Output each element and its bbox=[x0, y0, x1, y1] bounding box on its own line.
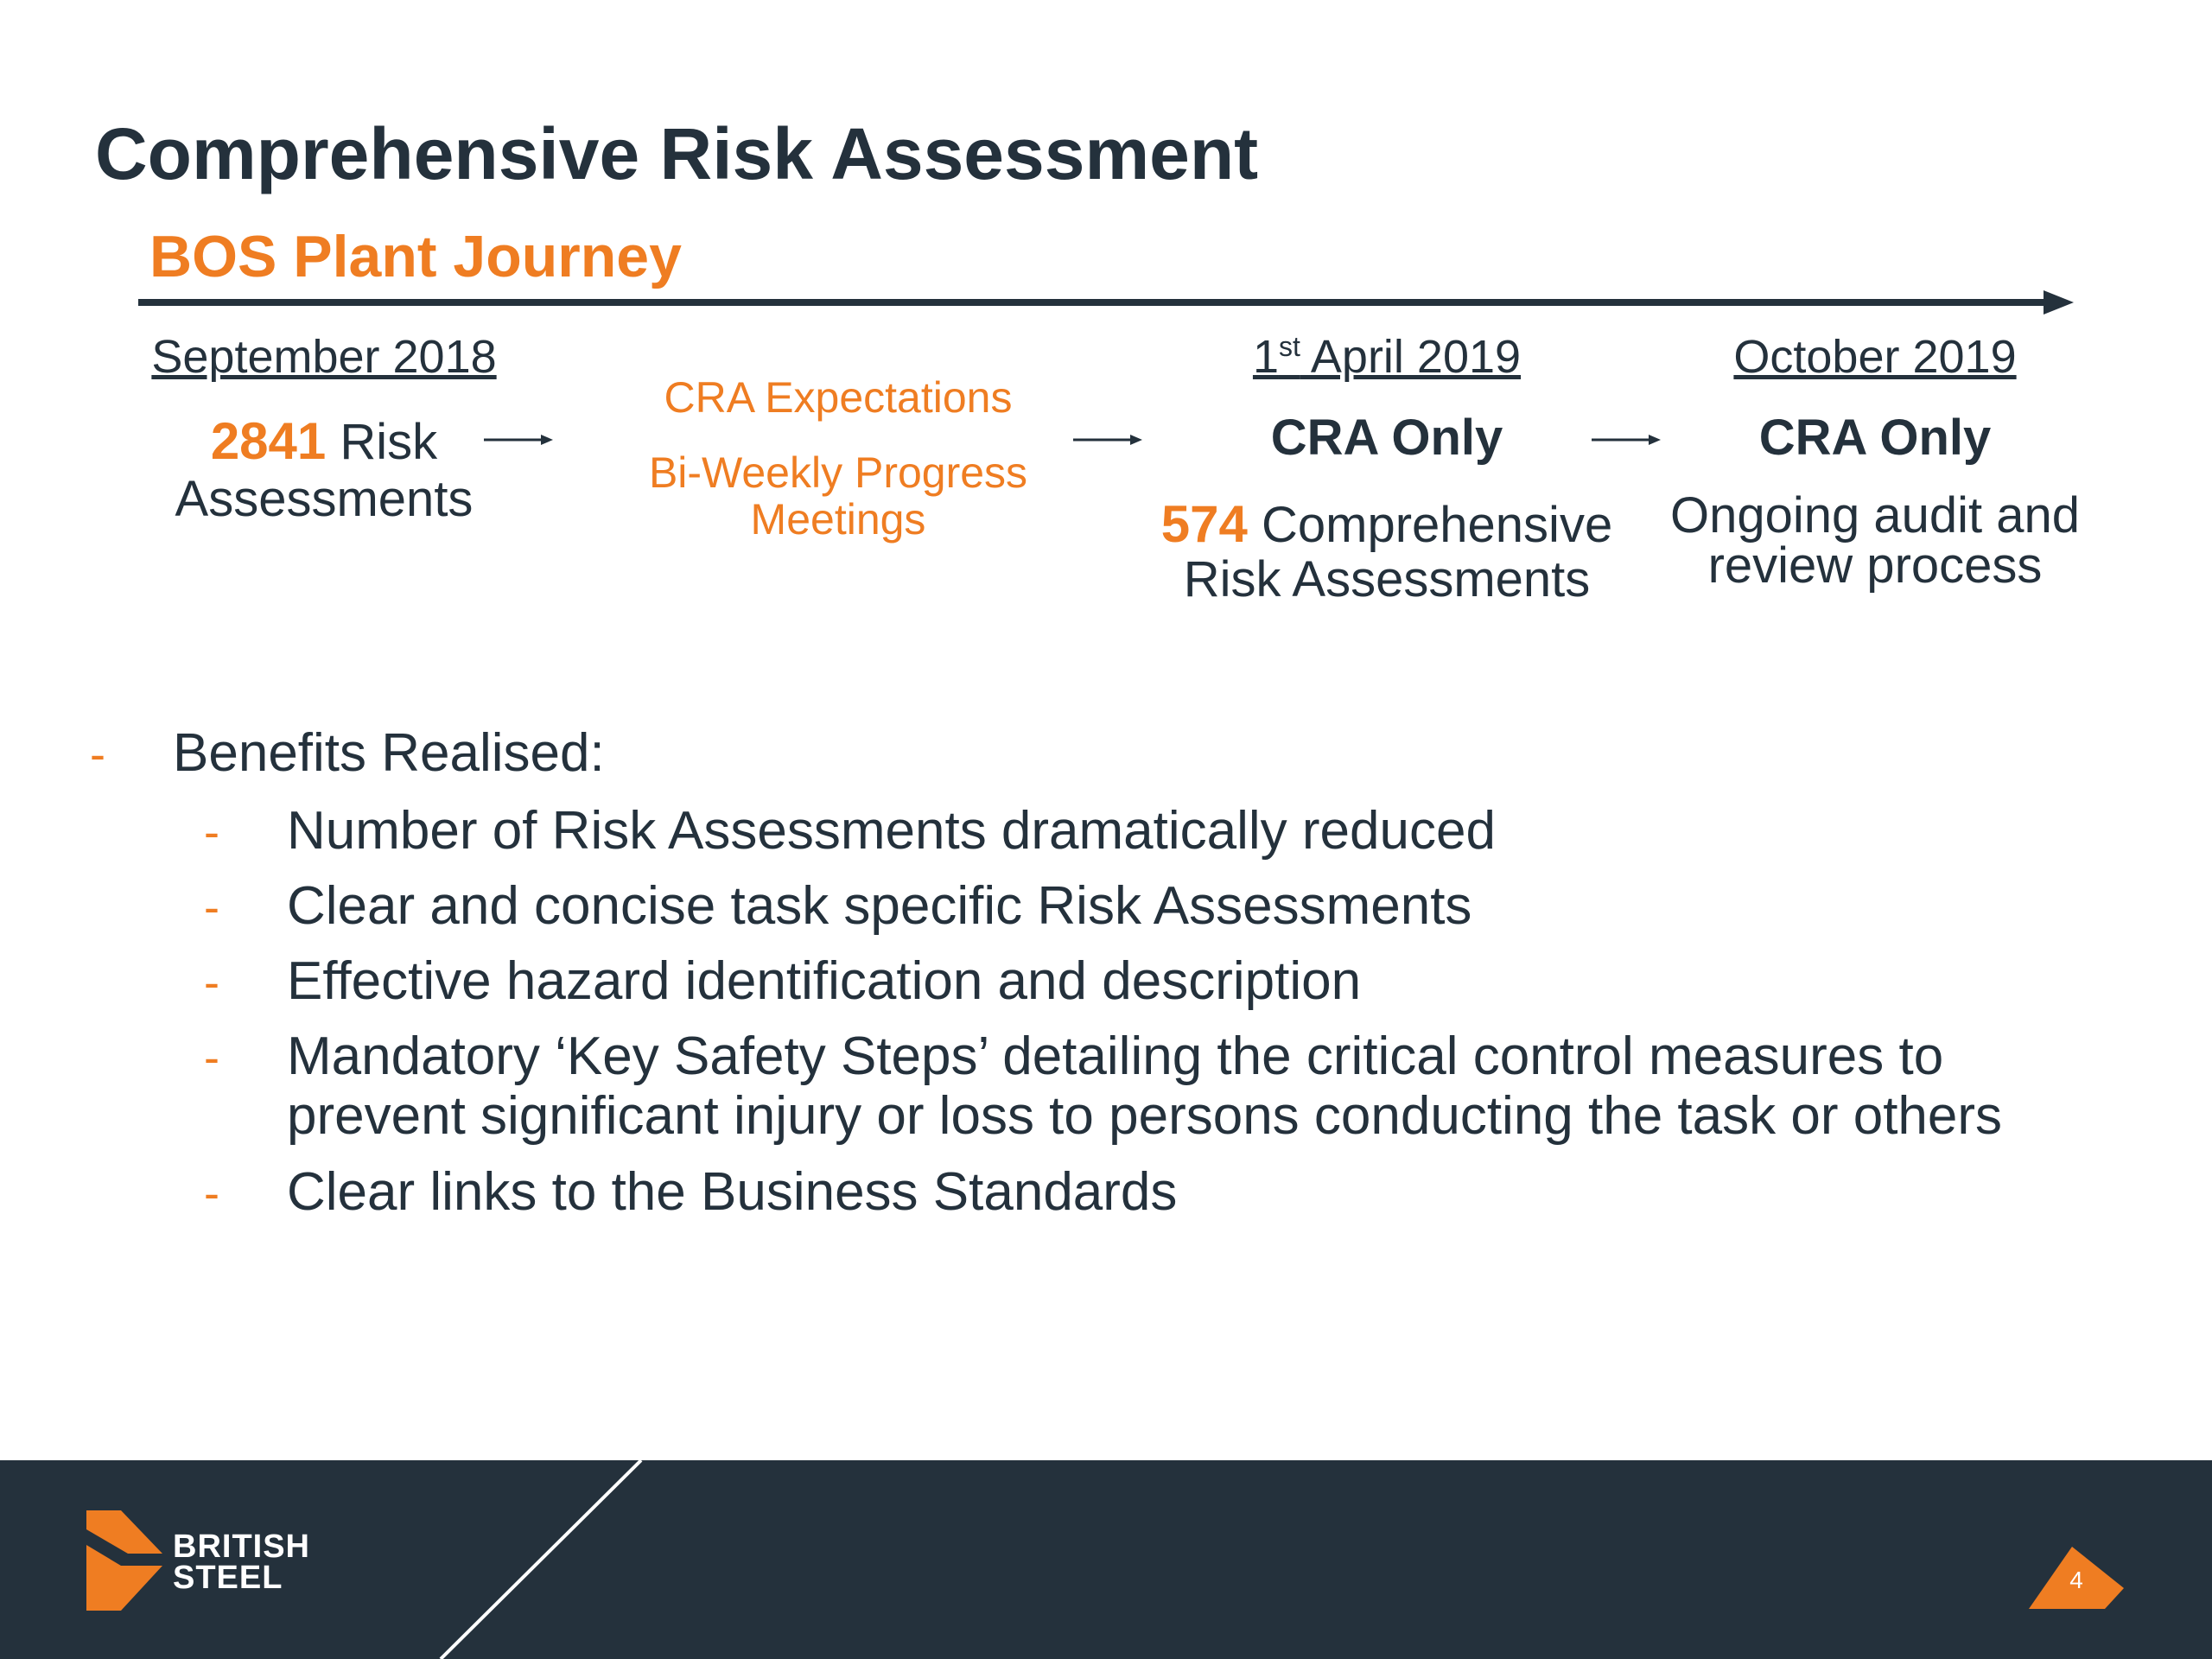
risk-count-line: 2841 Risk bbox=[210, 412, 438, 470]
date-october: October 2019 bbox=[1733, 331, 2017, 383]
list-item: - Clear and concise task specific Risk Assessments bbox=[204, 876, 1472, 936]
risk-assessments-label: Assessments bbox=[175, 471, 474, 527]
bullet-dash: - bbox=[90, 728, 105, 780]
page-number: 4 bbox=[2069, 1567, 2083, 1593]
list-item: - Number of Risk Assessments dramatically reduced bbox=[204, 801, 1496, 861]
bullet-dash: - bbox=[204, 881, 219, 933]
cra-only-heading: CRA Only bbox=[1270, 410, 1503, 466]
bullet-dash: - bbox=[204, 1032, 219, 1084]
risk-count-574: 574 bbox=[1160, 495, 1248, 553]
timeline-col-cra bbox=[605, 372, 1071, 543]
timeline-arrow-icon bbox=[138, 285, 2082, 320]
step-arrow-icon bbox=[1073, 431, 1144, 448]
british-steel-logo-icon bbox=[86, 1510, 164, 1611]
risk-assessments-label: Risk Assessments bbox=[1183, 551, 1591, 607]
bi-weekly-progress: Bi-Weekly Progress bbox=[648, 448, 1028, 497]
slide-subtitle: BOS Plant Journey bbox=[149, 224, 682, 289]
cra-only-heading: CRA Only bbox=[1758, 410, 1992, 466]
slide-title: Comprehensive Risk Assessment bbox=[95, 113, 1259, 194]
benefits-heading-row bbox=[86, 722, 2160, 800]
date-september: September 2018 bbox=[151, 331, 497, 383]
bullet-dash: - bbox=[204, 806, 219, 858]
meetings-label: Meetings bbox=[750, 495, 926, 543]
risk-count-2841: 2841 bbox=[210, 412, 327, 470]
timeline-col-september bbox=[121, 330, 527, 528]
date-april: 1st April 2019 bbox=[1252, 331, 1522, 383]
list-item: - Mandatory ‘Key Safety Steps’ detailing the critical control measures to prevent significant injury or loss to persons conducting the task or others bbox=[204, 1027, 2003, 1146]
cra-expectations: CRA Expectations bbox=[664, 373, 1013, 422]
timeline-col-april bbox=[1141, 330, 1633, 606]
review-process-label: review process bbox=[1707, 537, 2043, 594]
bullet-dash: - bbox=[204, 957, 219, 1008]
footer-diagonal-line bbox=[0, 1460, 2212, 1659]
bullet-dash: - bbox=[204, 1167, 219, 1219]
step-arrow-icon bbox=[484, 431, 555, 448]
list-item: - Effective hazard identification and description bbox=[204, 951, 1362, 1011]
brand-name: BRITISH STEEL bbox=[173, 1529, 310, 1596]
timeline-col-october bbox=[1650, 330, 2100, 594]
comprehensive-count-line: 574 Comprehensive bbox=[1160, 495, 1613, 553]
ongoing-audit-label: Ongoing audit and bbox=[1669, 487, 2081, 543]
list-item: - Clear links to the Business Standards bbox=[204, 1162, 1178, 1222]
benefits-heading: Benefits Realised: bbox=[173, 723, 605, 783]
benefits-list bbox=[86, 722, 2160, 1236]
